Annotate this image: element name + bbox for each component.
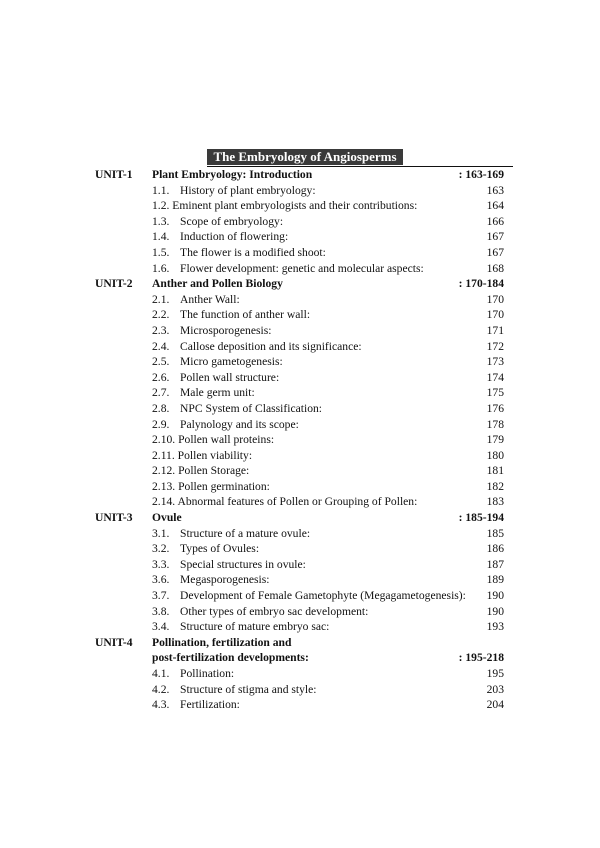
entry-number: 3.7.	[152, 589, 170, 603]
entry-page: 190	[486, 604, 504, 618]
entry-title: Development of Female Gametophyte (Megagametogenesis):	[180, 589, 466, 603]
entry-title: Megasporogenesis:	[180, 573, 270, 587]
unit-heading	[95, 510, 508, 526]
entry-page: 187	[486, 557, 504, 571]
entry-number: 2.7.	[152, 386, 170, 400]
unit-title: Ovule	[152, 511, 182, 525]
toc-entry	[95, 245, 508, 261]
unit-page-range: : 170-184	[458, 277, 504, 291]
toc-entry	[95, 526, 508, 542]
toc-entry	[95, 572, 508, 588]
unit-page-range: : 163-169	[458, 168, 504, 181]
entry-number: 1.4.	[152, 230, 170, 244]
entry-title: Types of Ovules:	[180, 542, 260, 556]
entry-page: 170	[486, 308, 504, 322]
entry-title: History of plant embryology:	[180, 183, 316, 197]
entry-title: 2.10. Pollen wall proteins:	[152, 433, 275, 447]
entry-page: 173	[486, 355, 504, 369]
entry-title: Fertilization:	[180, 698, 240, 712]
unit-title: Plant Embryology: Introduction	[152, 168, 313, 181]
entry-number: 1.1.	[152, 183, 170, 197]
entry-page: 170	[486, 292, 504, 306]
toc-entry	[95, 385, 508, 401]
entry-page: 176	[486, 401, 504, 415]
toc-entry	[95, 354, 508, 370]
entry-title: NPC System of Classification:	[180, 401, 323, 415]
toc-entry	[95, 183, 508, 199]
entry-number: 2.2.	[152, 308, 170, 322]
entry-page: 186	[486, 542, 504, 556]
toc-entry	[95, 666, 508, 682]
toc-entry	[95, 339, 508, 355]
entry-number: 3.3.	[152, 557, 170, 571]
unit-title-line-2: post-fertilization developments:	[152, 651, 309, 665]
page-title: The Embryology of Angiosperms	[207, 149, 403, 165]
toc-entry	[95, 588, 508, 604]
toc-entry	[95, 697, 508, 713]
entry-title: Pollen wall structure:	[180, 370, 280, 384]
entry-title: Structure of a mature ovule:	[180, 526, 311, 540]
entry-page: 180	[486, 448, 504, 462]
entry-number: 2.3.	[152, 323, 170, 337]
entry-title: Flower development: genetic and molecular aspects:	[180, 261, 424, 275]
unit-page-range: : 195-218	[458, 651, 504, 665]
entry-title: Special structures in ovule:	[180, 557, 306, 571]
entry-page: 168	[486, 261, 504, 275]
entry-number: 2.5.	[152, 355, 170, 369]
entry-page: 179	[486, 433, 504, 447]
entry-title: Anther Wall:	[180, 292, 240, 306]
toc-entry	[95, 370, 508, 386]
entry-title: Structure of mature embryo sac:	[180, 620, 330, 634]
entry-number: 4.1.	[152, 667, 170, 680]
unit-heading	[95, 276, 508, 292]
toc-entry	[95, 292, 508, 308]
entry-number: 1.6.	[152, 261, 170, 275]
toc-entry	[95, 198, 508, 214]
entry-number: 2.1.	[152, 292, 170, 306]
entry-page: 181	[486, 464, 504, 478]
entry-title: 2.11. Pollen viability:	[152, 448, 253, 462]
entry-title: Induction of flowering:	[180, 230, 289, 244]
toc-entry	[95, 307, 508, 323]
unit-heading-continued	[95, 650, 508, 666]
entry-title: The flower is a modified shoot:	[180, 245, 326, 259]
unit-page-range: : 185-194	[458, 511, 504, 525]
toc-entry	[95, 448, 508, 464]
toc-entry	[95, 261, 508, 277]
entry-title: 2.13. Pollen germination:	[152, 479, 270, 493]
unit-heading	[95, 167, 508, 183]
toc-entry	[95, 619, 508, 635]
entry-page: 174	[486, 370, 504, 384]
toc-entry	[95, 557, 508, 573]
entry-page: 163	[486, 183, 504, 197]
entry-title: 1.2. Eminent plant embryologists and their contributions:	[152, 199, 418, 213]
table-of-contents	[95, 149, 508, 713]
toc-entry	[95, 323, 508, 339]
entry-page: 167	[486, 230, 504, 244]
entry-title: Other types of embryo sac development:	[180, 604, 369, 618]
toc-entry	[95, 604, 508, 620]
entry-page: 185	[486, 526, 504, 540]
unit-title: Anther and Pollen Biology	[152, 277, 283, 291]
entry-title: 2.14. Abnormal features of Pollen or Grouping of Pollen:	[152, 495, 418, 509]
entry-page: 167	[486, 245, 504, 259]
entry-title: Pollination:	[180, 667, 235, 680]
unit-label: UNIT-2	[95, 277, 133, 291]
entry-title: Structure of stigma and style:	[180, 682, 317, 696]
entry-page: 190	[486, 589, 504, 603]
toc-entry	[95, 541, 508, 557]
entry-title: The function of anther wall:	[180, 308, 311, 322]
toc-entry	[95, 417, 508, 433]
unit-title: Pollination, fertilization and	[152, 635, 292, 649]
entry-number: 1.5.	[152, 245, 170, 259]
entry-page: 178	[486, 417, 504, 431]
entry-title: Micro gametogenesis:	[180, 355, 283, 369]
entry-page: 166	[486, 214, 504, 228]
entry-number: 4.2.	[152, 682, 170, 696]
entry-title: Male germ unit:	[180, 386, 255, 400]
toc-entry	[95, 463, 508, 479]
toc-entry	[95, 682, 508, 698]
toc-entry	[95, 229, 508, 245]
entry-number: 2.4.	[152, 339, 170, 353]
unit-label: UNIT-3	[95, 511, 133, 525]
entry-number: 3.2.	[152, 542, 170, 556]
toc-entry	[95, 494, 508, 510]
entry-page: 195	[486, 667, 504, 680]
entry-page: 204	[486, 698, 504, 712]
unit-label: UNIT-4	[95, 635, 133, 649]
title-rule	[207, 149, 513, 167]
entry-page: 189	[486, 573, 504, 587]
entry-page: 203	[486, 682, 504, 696]
entry-page: 183	[486, 495, 504, 509]
entry-number: 3.4.	[152, 620, 170, 634]
entry-number: 2.8.	[152, 401, 170, 415]
entry-title: Scope of embryology:	[180, 214, 284, 228]
unit-label: UNIT-1	[95, 168, 133, 181]
entry-number: 4.3.	[152, 698, 170, 712]
entry-title: 2.12. Pollen Storage:	[152, 464, 250, 478]
entry-page: 175	[486, 386, 504, 400]
entry-number: 2.9.	[152, 417, 170, 431]
entry-page: 172	[486, 339, 504, 353]
entry-number: 3.1.	[152, 526, 170, 540]
toc-entry	[95, 479, 508, 495]
toc-entry	[95, 401, 508, 417]
toc-entry	[95, 432, 508, 448]
entry-page: 171	[486, 323, 504, 337]
entry-title: Callose deposition and its significance:	[180, 339, 362, 353]
entry-number: 3.8.	[152, 604, 170, 618]
entry-page: 182	[486, 479, 504, 493]
entry-number: 2.6.	[152, 370, 170, 384]
entry-number: 3.6.	[152, 573, 170, 587]
unit-heading	[95, 635, 508, 651]
entry-title: Microsporogenesis:	[180, 323, 272, 337]
entry-number: 1.3.	[152, 214, 170, 228]
entry-page: 193	[486, 620, 504, 634]
entry-page: 164	[486, 199, 504, 213]
toc-entry	[95, 214, 508, 230]
entry-title: Palynology and its scope:	[180, 417, 299, 431]
